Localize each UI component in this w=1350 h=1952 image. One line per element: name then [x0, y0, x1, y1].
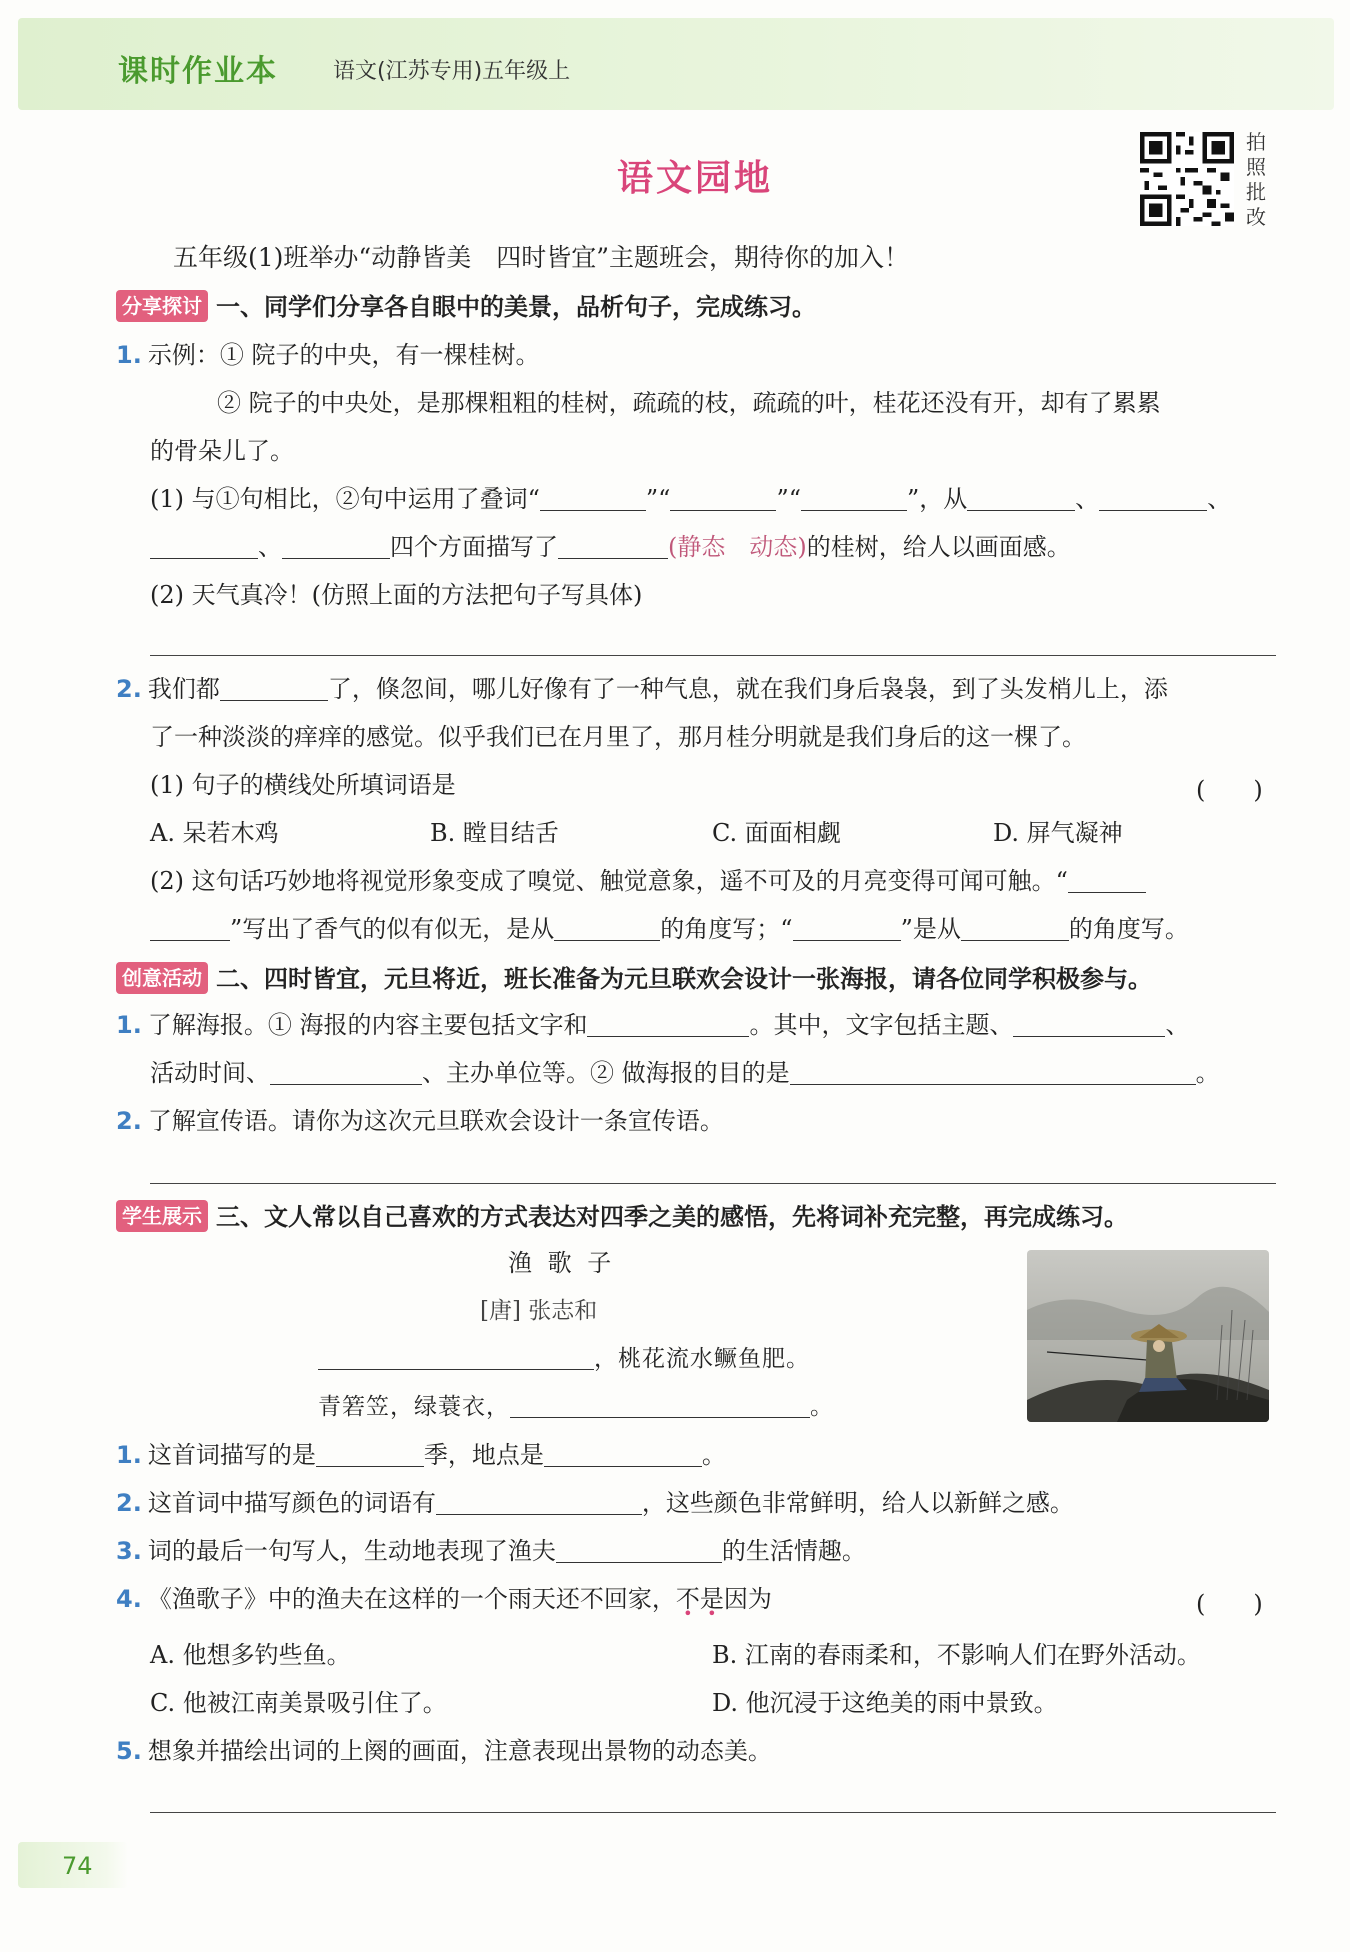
q1-part1-line1: [150, 484, 1231, 514]
q2-part2-line2: [150, 914, 1189, 944]
poem-line2: [318, 1392, 834, 1422]
section3-heading-text: 三、文人常以自己喜欢的方式表达对四季之美的感悟，先将词补充完整，再完成练习。: [216, 1203, 1128, 1231]
q1-p1-text-a: (1) 与①句相比，②句中运用了叠词“: [150, 485, 540, 513]
quote-end: ”，从: [907, 485, 968, 513]
blank-aspect-4[interactable]: [282, 534, 390, 559]
s3-q2-b: ，这些颜色非常鲜明，给人以新鲜之感。: [641, 1489, 1074, 1517]
blank-reduplication-2[interactable]: [670, 486, 776, 511]
q2-line2: 了一种淡淡的痒痒的感觉。似乎我们已在月里了，那月桂分明就是我们身后的这一棵了。: [150, 723, 1086, 751]
q2-option-d[interactable]: D. 屏气凝神: [993, 819, 1123, 847]
q2-line1: [116, 674, 1168, 704]
blank-aspect-1[interactable]: [967, 486, 1075, 511]
blank-poem-line1[interactable]: [318, 1345, 594, 1370]
blank-poster-purpose[interactable]: [790, 1060, 1196, 1085]
blank-angle-1[interactable]: [554, 916, 660, 941]
poem-title: 渔 歌 子: [508, 1249, 616, 1277]
poem-author: [唐] 张志和: [480, 1298, 598, 1324]
blank-quote-1a[interactable]: [1068, 868, 1146, 893]
s3-q3-a: 词的最后一句写人，生动地表现了渔夫: [147, 1537, 556, 1565]
blank-angle-2[interactable]: [961, 916, 1069, 941]
q2-option-c[interactable]: C. 面面相觑: [712, 819, 841, 847]
q2-p2-a: ”写出了香气的似有似无，是从: [230, 915, 555, 943]
page-number: 74: [62, 1852, 93, 1880]
s2-q2-text: 了解宣传语。请你为这次元旦联欢会设计一条宣传语。: [147, 1107, 724, 1135]
q2-p2-c: ”是从: [900, 915, 961, 943]
s3-q5: [116, 1736, 772, 1766]
s2-q1-line2: [150, 1058, 1220, 1088]
emphasis-is: 是: [699, 1585, 724, 1613]
comma-3: 、: [258, 533, 282, 561]
blank-reduplication-3[interactable]: [801, 486, 907, 511]
section1-heading: [116, 290, 816, 322]
s2-q1-d: 活动时间、: [150, 1059, 270, 1087]
s2-q1-line1: [116, 1010, 1189, 1040]
s3-q2-a: 这首词中描写颜色的词语有: [147, 1489, 436, 1517]
blank-aspect-2[interactable]: [1099, 486, 1207, 511]
blank-colors[interactable]: [436, 1490, 642, 1515]
q1-part2: (2) 天气真冷！(仿照上面的方法把句子写具体): [150, 581, 643, 609]
fisherman-illustration: [1027, 1250, 1269, 1422]
state-choice-options[interactable]: (静态 动态): [668, 533, 807, 561]
poem-line1-text: ，桃花流水鳜鱼肥。: [594, 1346, 810, 1372]
q2-p2-text: (2) 这句话巧妙地将视觉形象变成了嗅觉、触觉意象，遥不可及的月亮变得可闻可触。“: [150, 867, 1068, 895]
s3-q4-option-a[interactable]: A. 他想多钓些鱼。: [150, 1641, 351, 1669]
s2-q1-f: 。: [1195, 1059, 1220, 1087]
blank-poem-line2[interactable]: [510, 1393, 810, 1418]
q2-line1-b: 了，倏忽间，哪儿好像有了一种气息，就在我们身后袅袅，到了头发梢儿上，添: [327, 675, 1168, 703]
section1-tag: 分享探讨: [116, 290, 208, 322]
s3-q1-b: 季，地点是: [423, 1441, 544, 1469]
blank-poster-text[interactable]: [1013, 1012, 1165, 1037]
quote-mid-1: ”“: [645, 485, 671, 513]
s3-q4-b: 因为: [723, 1585, 772, 1613]
comma-1: 、: [1075, 485, 1100, 513]
s3-q1-number: 1.: [116, 1441, 142, 1469]
blank-fisherman-mood[interactable]: [556, 1538, 722, 1563]
q1-p1-text-c: 的桂树，给人以画面感。: [806, 533, 1071, 561]
blank-quote-2[interactable]: [793, 916, 901, 941]
s3-q4-number: 4.: [116, 1585, 142, 1613]
blank-state-choice[interactable]: [558, 534, 668, 559]
blank-reduplication-1[interactable]: [540, 486, 646, 511]
q1-number: 1.: [116, 341, 142, 369]
blank-quote-1b[interactable]: [150, 916, 230, 941]
q1-example-b2: 的骨朵儿了。: [150, 437, 294, 465]
comma-2: 、: [1207, 485, 1232, 513]
q1-example-b1: ② 院子的中央处，是那棵粗粗的桂树，疏疏的枝，疏疏的叶，桂花还没有开，却有了累累: [217, 389, 1161, 417]
s2-q1-number: 1.: [116, 1011, 142, 1039]
blank-place[interactable]: [544, 1442, 702, 1467]
s2-q2: [116, 1106, 724, 1136]
s3-q1-a: 这首词描写的是: [147, 1441, 316, 1469]
blank-season[interactable]: [316, 1442, 424, 1467]
s3-q3-number: 3.: [116, 1537, 142, 1565]
qr-code-icon[interactable]: [1140, 132, 1234, 226]
section3-tag: 学生展示: [116, 1200, 208, 1232]
brand-title: 课时作业本: [118, 54, 278, 89]
s2-q1-e: 、主办单位等。② 做海报的目的是: [422, 1059, 790, 1087]
header-band: [18, 18, 1334, 110]
s2-q2-number: 2.: [116, 1107, 142, 1135]
q2-option-b[interactable]: B. 瞠目结舌: [430, 819, 559, 847]
emphasis-not: 不: [675, 1585, 700, 1613]
q1-example-a-text: 示例：① 院子的中央，有一棵桂树。: [147, 341, 540, 369]
q2-number: 2.: [116, 675, 142, 703]
s2-q1-a: 了解海报。① 海报的内容主要包括文字和: [147, 1011, 588, 1039]
section2-heading-text: 二、四时皆宜，元旦将近，班长准备为元旦联欢会设计一张海报，请各位同学积极参与。: [216, 965, 1152, 993]
q2-part2-line1: [150, 866, 1146, 896]
q2-p2-d: 的角度写。: [1068, 915, 1189, 943]
s3-q1: [116, 1440, 726, 1470]
s3-q2-number: 2.: [116, 1489, 142, 1517]
answer-line-slogan[interactable]: [150, 1183, 1276, 1184]
poem-line2-b: 。: [810, 1394, 834, 1420]
blank-aspect-3[interactable]: [150, 534, 258, 559]
blank-idiom[interactable]: [220, 676, 328, 701]
section1-heading-text: 一、同学们分享各自眼中的美景，品析句子，完成练习。: [216, 293, 816, 321]
s3-q4-option-b[interactable]: B. 江南的春雨柔和，不影响人们在野外活动。: [712, 1641, 1201, 1669]
s2-q1-c: 、: [1165, 1011, 1190, 1039]
s3-q4-option-d[interactable]: D. 他沉浸于这绝美的雨中景致。: [712, 1689, 1058, 1717]
poem-line1: [318, 1344, 810, 1374]
s3-q4: [116, 1584, 772, 1614]
s3-q4-a: 《渔歌子》中的渔夫在这样的一个雨天还不回家，: [147, 1585, 676, 1613]
s3-q4-option-c[interactable]: C. 他被江南美景吸引住了。: [150, 1689, 447, 1717]
quote-mid-2: ”“: [776, 485, 801, 513]
s2-q1-b: 。其中，文字包括主题、: [749, 1011, 1014, 1039]
intro-line: 五年级(1)班举办“动静皆美 四时皆宜”主题班会，期待你的加入！: [173, 243, 909, 272]
poem-line2-a: 青箬笠，绿蓑衣，: [318, 1394, 510, 1420]
section2-tag: 创意活动: [116, 962, 208, 994]
s3-q5-number: 5.: [116, 1737, 142, 1765]
section3-heading: [116, 1200, 1128, 1232]
q1-part1-line2: [150, 532, 1071, 562]
s3-q5-text: 想象并描绘出词的上阕的画面，注意表现出景物的动态美。: [147, 1737, 772, 1765]
q2-answer-paren[interactable]: ( ): [1196, 776, 1263, 804]
page-title: 语文园地: [616, 158, 773, 199]
s3-q2: [116, 1488, 1074, 1518]
q2-line1-a: 我们都: [147, 675, 220, 703]
q2-option-a[interactable]: A. 呆若木鸡: [150, 819, 279, 847]
q2-p2-b: 的角度写；“: [660, 915, 793, 943]
blank-poster-item[interactable]: [270, 1060, 422, 1085]
q1-p1-text-b: 四个方面描写了: [390, 533, 558, 561]
page-number-badge: [18, 1842, 128, 1888]
section2-heading: [116, 962, 1152, 994]
s3-q4-answer-paren[interactable]: ( ): [1196, 1590, 1263, 1618]
q1-example-a: [116, 340, 539, 370]
book-subtitle: 语文(江苏专用)五年级上: [333, 59, 571, 84]
answer-line-q1[interactable]: [150, 655, 1276, 656]
s3-q3: [116, 1536, 866, 1566]
qr-label: 拍照批改: [1246, 130, 1266, 229]
answer-line-q5[interactable]: [150, 1812, 1276, 1813]
s3-q1-c: 。: [701, 1441, 726, 1469]
q2-part1: (1) 句子的横线处所填词语是: [150, 771, 456, 799]
s3-q3-b: 的生活情趣。: [721, 1537, 866, 1565]
blank-poster-content[interactable]: [587, 1012, 749, 1037]
